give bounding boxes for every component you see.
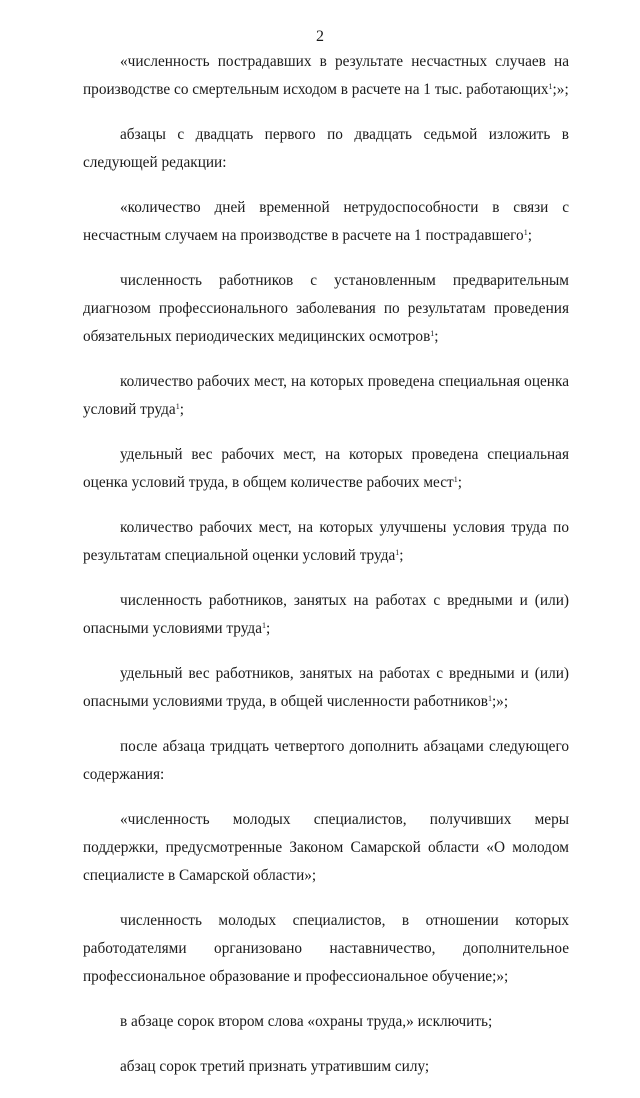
paragraph-text: удельный вес рабочих мест, на которых проведена специальная оценка условий труда, в общем количестве рабочих мест — [83, 446, 569, 491]
paragraph — [83, 368, 569, 424]
paragraph — [83, 660, 569, 716]
paragraph-text: численность работников с установленным предварительным диагнозом профессионального заболевания по результатам проведения обязательных периодических медицинских осмотров — [83, 272, 569, 345]
paragraph-text: удельный вес работников, занятых на работах с вредными и (или) опасными условиями труда, в общей численности работников — [83, 665, 569, 710]
paragraph-text: численность молодых специалистов, в отношении которых работодателями организовано наставничество, дополнительное профессиональное образование и профессиональное обучение;»; — [83, 912, 569, 985]
footnote-marker: 1 — [430, 329, 435, 338]
paragraph-text: «численность молодых специалистов, получивших меры поддержки, предусмотренные Законом Самарской области «О молодом специалисте в Самарской области»; — [83, 811, 569, 884]
paragraph-text: после абзаца тридцать четвертого дополнить абзацами следующего содержания: — [83, 738, 569, 783]
paragraph — [83, 48, 569, 104]
paragraph-text: абзацы с двадцать первого по двадцать седьмой изложить в следующей редакции: — [83, 126, 569, 171]
paragraph — [83, 587, 569, 643]
paragraph-text: численность работников, занятых на работах с вредными и (или) опасными условиями труда — [83, 592, 569, 637]
paragraph-tail: ; — [179, 401, 184, 418]
document-body — [83, 48, 569, 1098]
paragraph-tail: ;»; — [491, 693, 509, 710]
paragraph-tail: ; — [399, 547, 404, 564]
paragraph-text: количество рабочих мест, на которых улучшены условия труда по результатам специальной оценки условий труда — [83, 519, 569, 564]
paragraph — [83, 267, 569, 351]
paragraph-text: количество рабочих мест, на которых проведена специальная оценка условий труда — [83, 373, 569, 418]
paragraph — [83, 1053, 569, 1081]
footnote-marker: 1 — [262, 621, 266, 630]
paragraph — [83, 806, 569, 890]
footnote-marker: 1 — [548, 82, 553, 91]
paragraph-text: абзац сорок третий признать утратившим силу; — [120, 1058, 430, 1075]
footnote-marker: 1 — [487, 694, 492, 703]
paragraph-text: в абзаце сорок втором слова «охраны труда,» исключить; — [120, 1013, 493, 1030]
paragraph-text: «количество дней временной нетрудоспособности в связи с несчастным случаем на производстве в расчете на 1 пострадавшего — [83, 199, 569, 244]
footnote-marker: 1 — [453, 475, 458, 484]
page-number: 2 — [316, 28, 324, 45]
paragraph — [83, 907, 569, 991]
paragraph — [83, 121, 569, 177]
paragraph — [83, 194, 569, 250]
footnote-marker: 1 — [395, 548, 400, 557]
paragraph-tail: ; — [527, 227, 532, 244]
paragraph-tail: ;»; — [552, 81, 569, 98]
footnote-marker: 1 — [175, 402, 180, 411]
paragraph — [83, 1008, 569, 1036]
footnote-marker: 1 — [523, 228, 528, 237]
paragraph-tail: ; — [434, 328, 439, 345]
paragraph-tail: ; — [266, 620, 271, 637]
paragraph — [83, 733, 569, 789]
paragraph — [83, 514, 569, 570]
paragraph-tail: ; — [457, 474, 462, 491]
paragraph — [83, 441, 569, 497]
paragraph-text: «численность пострадавших в результате несчастных случаев на производстве со смертельным исходом в расчете на 1 тыс. работающих — [83, 53, 569, 98]
